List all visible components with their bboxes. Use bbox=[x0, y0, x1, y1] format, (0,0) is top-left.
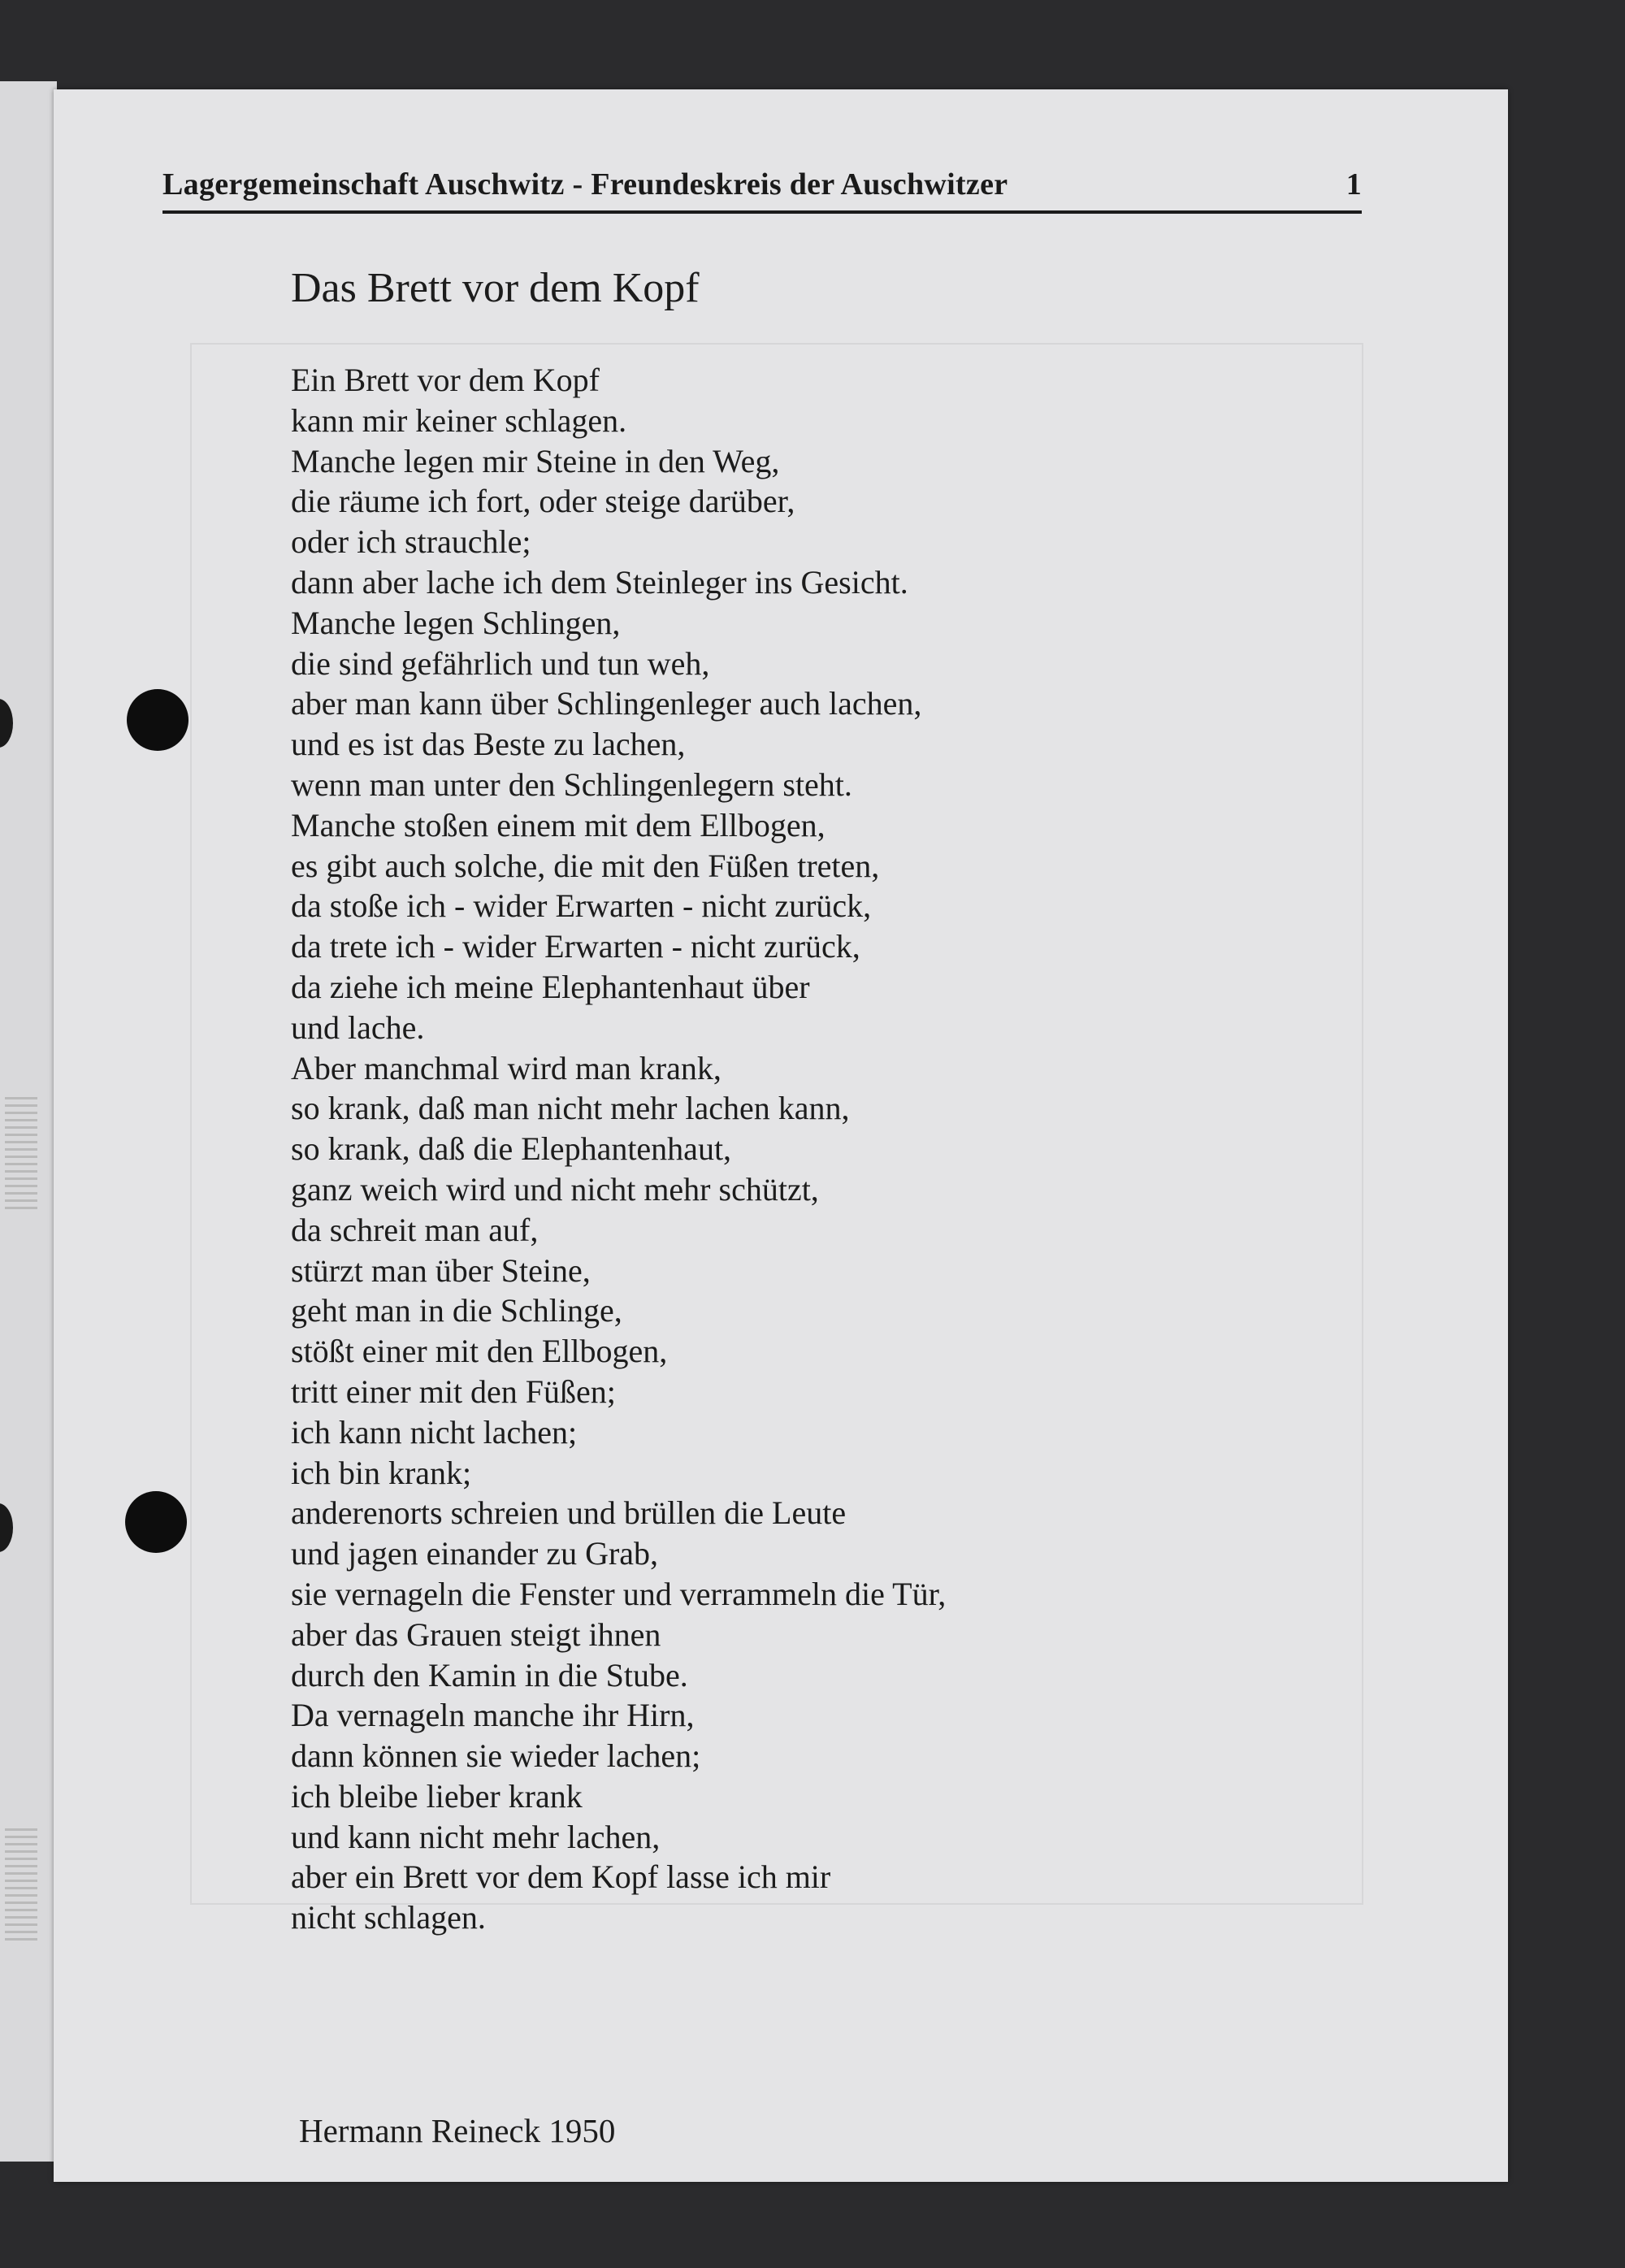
poem-line: Da vernageln manche ihr Hirn, bbox=[291, 1697, 695, 1734]
adjacent-page-hole bbox=[0, 1503, 13, 1552]
poem-line: aber ein Brett vor dem Kopf lasse ich mir bbox=[291, 1858, 831, 1896]
poem-line: ich kann nicht lachen; bbox=[291, 1413, 578, 1451]
poem-line: und kann nicht mehr lachen, bbox=[291, 1818, 661, 1855]
poem-line: Aber manchmal wird man krank, bbox=[291, 1049, 722, 1086]
adjacent-page-print-bleed bbox=[5, 1828, 37, 1942]
poem-line: ich bin krank; bbox=[291, 1454, 472, 1491]
poem-line: da trete ich - wider Erwarten - nicht zurück, bbox=[291, 928, 860, 965]
poem-line: tritt einer mit den Füßen; bbox=[291, 1373, 616, 1410]
poem-line: da schreit man auf, bbox=[291, 1211, 539, 1248]
poem-line: da ziehe ich meine Elephantenhaut über bbox=[291, 968, 810, 1005]
poem-line: anderenorts schreien und brüllen die Leute bbox=[291, 1494, 847, 1532]
poem-line: so krank, daß man nicht mehr lachen kann, bbox=[291, 1090, 850, 1127]
poem-line: durch den Kamin in die Stube. bbox=[291, 1656, 688, 1693]
punch-hole-top bbox=[127, 689, 188, 751]
poem-line: und lache. bbox=[291, 1008, 425, 1046]
poem-line: dann können sie wieder lachen; bbox=[291, 1737, 701, 1775]
poem-line: Manche legen Schlingen, bbox=[291, 604, 621, 641]
poem-line: und es ist das Beste zu lachen, bbox=[291, 726, 686, 763]
poem-line: und jagen einander zu Grab, bbox=[291, 1535, 659, 1572]
adjacent-page-print-bleed bbox=[5, 1097, 37, 1211]
poem-line: ich bleibe lieber krank bbox=[291, 1777, 583, 1815]
punch-hole-bottom bbox=[125, 1491, 187, 1553]
poem-line: da stoße ich - wider Erwarten - nicht zurück, bbox=[291, 887, 872, 925]
adjacent-page-edge bbox=[0, 81, 57, 2162]
poem-line: geht man in die Schlinge, bbox=[291, 1292, 622, 1329]
poem-author: Hermann Reineck 1950 bbox=[299, 2112, 616, 2149]
poem-line: die sind gefährlich und tun weh, bbox=[291, 644, 710, 682]
poem-line: aber das Grauen steigt ihnen bbox=[291, 1615, 661, 1653]
poem-line: Ein Brett vor dem Kopf bbox=[291, 362, 600, 398]
poem-line: es gibt auch solche, die mit den Füßen treten, bbox=[291, 847, 880, 884]
adjacent-page-hole bbox=[0, 699, 13, 748]
poem-line: wenn man unter den Schlingenlegern steht. bbox=[291, 765, 852, 803]
poem-body bbox=[291, 360, 946, 1938]
poem-line: aber man kann über Schlingenleger auch lachen, bbox=[291, 685, 922, 722]
header-title: Lagergemeinschaft Auschwitz - Freundeskreis der Auschwitzer bbox=[162, 167, 1008, 202]
poem-line: nicht schlagen. bbox=[291, 1899, 486, 1936]
poem-line: die räume ich fort, oder steige darüber, bbox=[291, 483, 795, 520]
poem-line: dann aber lache ich dem Steinleger ins Gesicht. bbox=[291, 563, 908, 601]
document-page bbox=[54, 89, 1508, 2182]
poem-line: ganz weich wird und nicht mehr schützt, bbox=[291, 1170, 819, 1208]
poem-line: Manche stoßen einem mit dem Ellbogen, bbox=[291, 806, 826, 843]
poem-line: stürzt man über Steine, bbox=[291, 1251, 591, 1289]
poem-title: Das Brett vor dem Kopf bbox=[291, 265, 700, 311]
poem-line: stößt einer mit den Ellbogen, bbox=[291, 1333, 668, 1370]
page-number: 1 bbox=[1346, 167, 1362, 202]
page-header bbox=[162, 158, 1362, 214]
poem-line: sie vernageln die Fenster und verrammeln die Tür, bbox=[291, 1575, 947, 1612]
poem-line: so krank, daß die Elephantenhaut, bbox=[291, 1130, 732, 1168]
poem-line: oder ich strauchle; bbox=[291, 523, 531, 561]
poem-line: Manche legen mir Steine in den Weg, bbox=[291, 442, 780, 479]
poem-line: kann mir keiner schlagen. bbox=[291, 401, 627, 439]
